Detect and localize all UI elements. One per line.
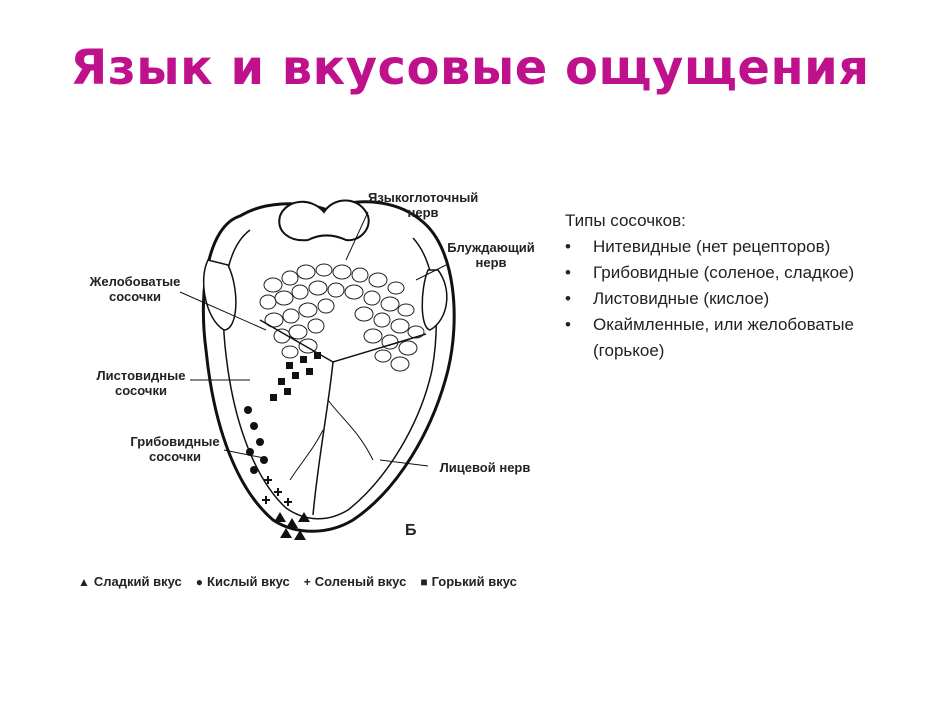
list-item: • Листовидные (кислое) xyxy=(565,286,925,312)
triangle-icon: ▲ xyxy=(78,574,90,589)
papillae-heading: Типы сосочков: xyxy=(565,211,686,230)
legend-label-sweet: Сладкий вкус xyxy=(93,574,182,589)
list-item: • Нитевидные (нет рецепторов) xyxy=(565,234,925,260)
list-item: • Окаймленные, или желобоватые (горькое) xyxy=(565,312,925,364)
plus-icon: + xyxy=(303,574,311,589)
label-fungiform-papillae: Грибовидные сосочки xyxy=(130,434,220,464)
epiglottis xyxy=(279,200,368,240)
tongue-figure xyxy=(28,130,608,610)
legend-item-salty xyxy=(304,574,407,589)
circle-icon: ● xyxy=(195,574,204,589)
legend-label-bitter: Горький вкус xyxy=(431,574,517,589)
label-glossopharyngeal-nerve: Языкоглоточный нерв xyxy=(368,190,479,220)
taste-legend xyxy=(78,574,517,589)
papillae-info xyxy=(565,208,925,364)
legend-label-salty: Соленый вкус xyxy=(314,574,407,589)
papillae-list xyxy=(565,234,925,364)
panel-letter: Б xyxy=(405,522,417,539)
label-foliate-papillae: Листовидные сосочки xyxy=(96,368,186,398)
label-facial-nerve: Лицевой нерв xyxy=(439,460,531,475)
list-item: • Грибовидные (соленое, сладкое) xyxy=(565,260,925,286)
label-circumvallate-papillae: Желобоватые сосочки xyxy=(89,274,181,304)
label-vagus-nerve: Блуждающий нерв xyxy=(447,240,535,270)
legend-label-sour: Кислый вкус xyxy=(207,574,290,589)
legend-item-sweet xyxy=(78,574,182,589)
square-icon: ■ xyxy=(420,574,428,589)
tongue-outline xyxy=(203,202,454,531)
legend-item-bitter xyxy=(420,574,517,589)
legend-item-sour xyxy=(196,574,290,589)
slide-title: Язык и вкусовые ощущения xyxy=(70,40,870,96)
